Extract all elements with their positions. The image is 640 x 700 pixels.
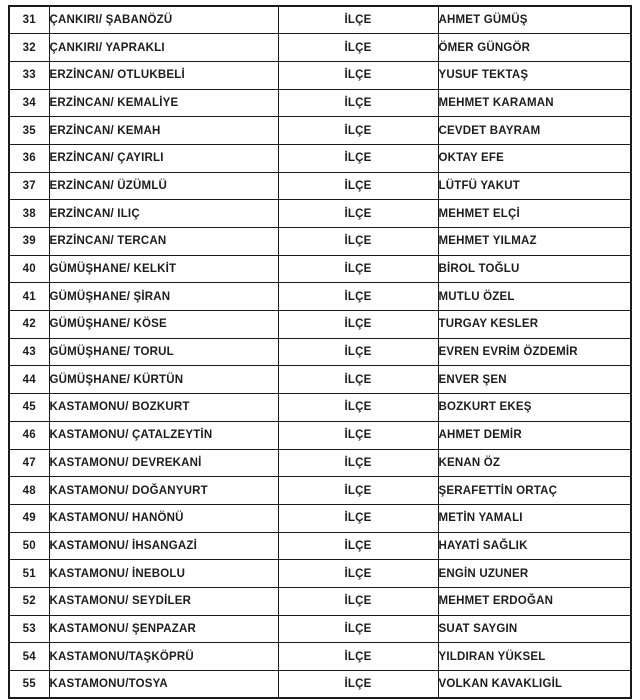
official-name-cell: MEHMET ELÇİ bbox=[438, 200, 631, 228]
type-cell: İLÇE bbox=[278, 615, 438, 643]
official-name-cell: METİN YAMALI bbox=[438, 504, 631, 532]
district-cell: GÜMÜŞHANE/ KÖSE bbox=[49, 311, 278, 339]
row-number-cell: 36 bbox=[9, 144, 49, 172]
type-cell: İLÇE bbox=[278, 587, 438, 615]
district-cell: KASTAMONU/TAŞKÖPRÜ bbox=[49, 643, 278, 671]
table-row bbox=[9, 6, 631, 34]
district-cell: KASTAMONU/ HANÖNÜ bbox=[49, 504, 278, 532]
row-number-cell: 53 bbox=[9, 615, 49, 643]
row-number-cell: 39 bbox=[9, 228, 49, 256]
district-cell: GÜMÜŞHANE/ KELKİT bbox=[49, 255, 278, 283]
district-cell: ÇANKIRI/ ŞABANÖZÜ bbox=[49, 6, 278, 34]
table-row bbox=[9, 117, 631, 145]
type-cell: İLÇE bbox=[278, 311, 438, 339]
table-row bbox=[9, 421, 631, 449]
table-row bbox=[9, 283, 631, 311]
official-name-cell: CEVDET BAYRAM bbox=[438, 117, 631, 145]
type-cell: İLÇE bbox=[278, 477, 438, 505]
district-cell: KASTAMONU/ SEYDİLER bbox=[49, 587, 278, 615]
official-name-cell: KENAN ÖZ bbox=[438, 449, 631, 477]
type-cell: İLÇE bbox=[278, 117, 438, 145]
type-cell: İLÇE bbox=[278, 366, 438, 394]
type-cell: İLÇE bbox=[278, 283, 438, 311]
row-number-cell: 51 bbox=[9, 560, 49, 588]
district-cell: ERZİNCAN/ KEMAH bbox=[49, 117, 278, 145]
row-number-cell: 31 bbox=[9, 6, 49, 34]
official-name-cell: ENVER ŞEN bbox=[438, 366, 631, 394]
district-cell: GÜMÜŞHANE/ ŞİRAN bbox=[49, 283, 278, 311]
official-name-cell: TURGAY KESLER bbox=[438, 311, 631, 339]
official-name-cell: BİROL TOĞLU bbox=[438, 255, 631, 283]
row-number-cell: 42 bbox=[9, 311, 49, 339]
type-cell: İLÇE bbox=[278, 504, 438, 532]
row-number-cell: 47 bbox=[9, 449, 49, 477]
row-number-cell: 40 bbox=[9, 255, 49, 283]
row-number-cell: 37 bbox=[9, 172, 49, 200]
table-row bbox=[9, 144, 631, 172]
district-cell: ERZİNCAN/ TERCAN bbox=[49, 228, 278, 256]
row-number-cell: 33 bbox=[9, 61, 49, 89]
row-number-cell: 55 bbox=[9, 671, 49, 699]
table-row bbox=[9, 449, 631, 477]
row-number-cell: 34 bbox=[9, 89, 49, 117]
table-row bbox=[9, 172, 631, 200]
type-cell: İLÇE bbox=[278, 61, 438, 89]
table-row bbox=[9, 587, 631, 615]
table-row bbox=[9, 560, 631, 588]
type-cell: İLÇE bbox=[278, 338, 438, 366]
row-number-cell: 50 bbox=[9, 532, 49, 560]
type-cell: İLÇE bbox=[278, 200, 438, 228]
official-name-cell: HAYATİ SAĞLIK bbox=[438, 532, 631, 560]
official-name-cell: ÖMER GÜNGÖR bbox=[438, 34, 631, 62]
table-row bbox=[9, 643, 631, 671]
official-name-cell: EVREN EVRİM ÖZDEMİR bbox=[438, 338, 631, 366]
row-number-cell: 35 bbox=[9, 117, 49, 145]
district-cell: ÇANKIRI/ YAPRAKLI bbox=[49, 34, 278, 62]
table-row bbox=[9, 394, 631, 422]
official-name-cell: MEHMET KARAMAN bbox=[438, 89, 631, 117]
type-cell: İLÇE bbox=[278, 532, 438, 560]
table-body bbox=[9, 6, 631, 698]
table-row bbox=[9, 89, 631, 117]
district-cell: KASTAMONU/ İNEBOLU bbox=[49, 560, 278, 588]
row-number-cell: 32 bbox=[9, 34, 49, 62]
type-cell: İLÇE bbox=[278, 449, 438, 477]
table-row bbox=[9, 504, 631, 532]
type-cell: İLÇE bbox=[278, 34, 438, 62]
row-number-cell: 46 bbox=[9, 421, 49, 449]
official-name-cell: ŞERAFETTİN ORTAÇ bbox=[438, 477, 631, 505]
official-name-cell: OKTAY EFE bbox=[438, 144, 631, 172]
table-row bbox=[9, 477, 631, 505]
row-number-cell: 52 bbox=[9, 587, 49, 615]
table-row bbox=[9, 615, 631, 643]
official-name-cell: AHMET GÜMÜŞ bbox=[438, 6, 631, 34]
table-row bbox=[9, 671, 631, 699]
row-number-cell: 44 bbox=[9, 366, 49, 394]
table-row bbox=[9, 366, 631, 394]
type-cell: İLÇE bbox=[278, 144, 438, 172]
district-cell: ERZİNCAN/ OTLUKBELİ bbox=[49, 61, 278, 89]
row-number-cell: 43 bbox=[9, 338, 49, 366]
type-cell: İLÇE bbox=[278, 172, 438, 200]
official-name-cell: BOZKURT EKEŞ bbox=[438, 394, 631, 422]
district-cell: KASTAMONU/ İHSANGAZİ bbox=[49, 532, 278, 560]
official-name-cell: YUSUF TEKTAŞ bbox=[438, 61, 631, 89]
official-name-cell: MEHMET ERDOĞAN bbox=[438, 587, 631, 615]
row-number-cell: 48 bbox=[9, 477, 49, 505]
table-row bbox=[9, 61, 631, 89]
official-name-cell: MUTLU ÖZEL bbox=[438, 283, 631, 311]
type-cell: İLÇE bbox=[278, 560, 438, 588]
table-row bbox=[9, 338, 631, 366]
district-cell: GÜMÜŞHANE/ KÜRTÜN bbox=[49, 366, 278, 394]
district-cell: GÜMÜŞHANE/ TORUL bbox=[49, 338, 278, 366]
official-name-cell: SUAT SAYGIN bbox=[438, 615, 631, 643]
officials-table bbox=[8, 5, 632, 699]
type-cell: İLÇE bbox=[278, 89, 438, 117]
official-name-cell: MEHMET YILMAZ bbox=[438, 228, 631, 256]
type-cell: İLÇE bbox=[278, 421, 438, 449]
table-row bbox=[9, 255, 631, 283]
district-cell: KASTAMONU/ ÇATALZEYTİN bbox=[49, 421, 278, 449]
type-cell: İLÇE bbox=[278, 643, 438, 671]
table-row bbox=[9, 311, 631, 339]
type-cell: İLÇE bbox=[278, 394, 438, 422]
district-cell: KASTAMONU/ DEVREKANİ bbox=[49, 449, 278, 477]
row-number-cell: 45 bbox=[9, 394, 49, 422]
type-cell: İLÇE bbox=[278, 228, 438, 256]
district-cell: ERZİNCAN/ KEMALİYE bbox=[49, 89, 278, 117]
table-row bbox=[9, 200, 631, 228]
type-cell: İLÇE bbox=[278, 671, 438, 699]
official-name-cell: AHMET DEMİR bbox=[438, 421, 631, 449]
district-cell: ERZİNCAN/ ILIÇ bbox=[49, 200, 278, 228]
official-name-cell: ENGİN UZUNER bbox=[438, 560, 631, 588]
row-number-cell: 49 bbox=[9, 504, 49, 532]
district-cell: ERZİNCAN/ ÜZÜMLÜ bbox=[49, 172, 278, 200]
table-row bbox=[9, 228, 631, 256]
official-name-cell: VOLKAN KAVAKLIGİL bbox=[438, 671, 631, 699]
district-cell: KASTAMONU/ BOZKURT bbox=[49, 394, 278, 422]
official-name-cell: YILDIRAN YÜKSEL bbox=[438, 643, 631, 671]
official-name-cell: LÜTFÜ YAKUT bbox=[438, 172, 631, 200]
district-cell: KASTAMONU/TOSYA bbox=[49, 671, 278, 699]
district-cell: KASTAMONU/ DOĞANYURT bbox=[49, 477, 278, 505]
type-cell: İLÇE bbox=[278, 6, 438, 34]
row-number-cell: 41 bbox=[9, 283, 49, 311]
type-cell: İLÇE bbox=[278, 255, 438, 283]
row-number-cell: 54 bbox=[9, 643, 49, 671]
table-row bbox=[9, 532, 631, 560]
district-cell: ERZİNCAN/ ÇAYIRLI bbox=[49, 144, 278, 172]
row-number-cell: 38 bbox=[9, 200, 49, 228]
table-row bbox=[9, 34, 631, 62]
district-cell: KASTAMONU/ ŞENPAZAR bbox=[49, 615, 278, 643]
